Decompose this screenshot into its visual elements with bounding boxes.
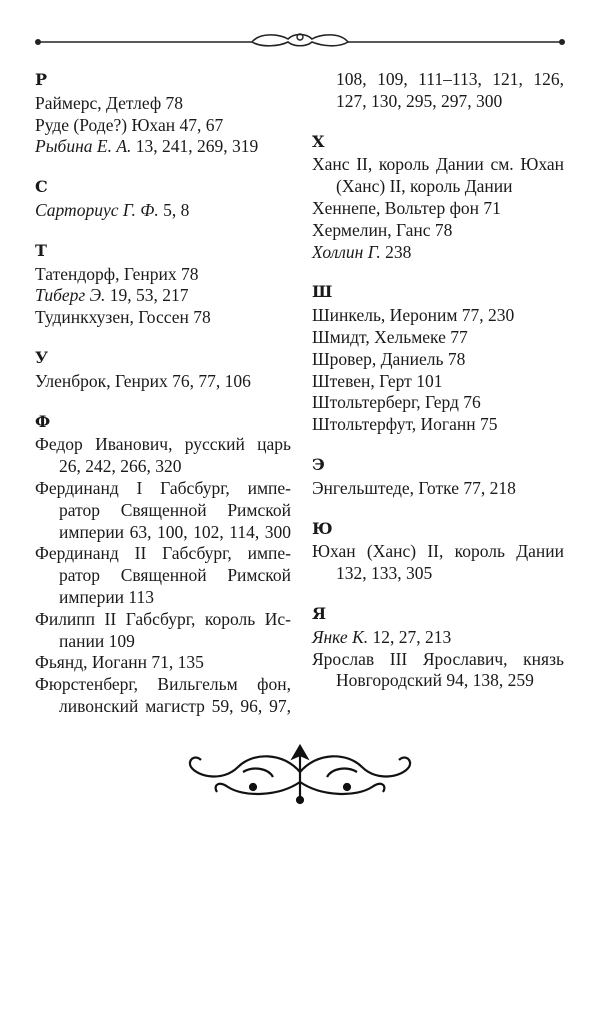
index-section [35,176,291,222]
entry-line [35,371,291,393]
entry-text: Федор Иванович, русский царь [35,434,291,455]
entry-text: 26, 242, 266, 320 [59,456,182,477]
section-letter: С [35,177,48,197]
entry-text: Раймерс, Детлеф 78 [35,92,184,113]
entry-line [35,307,291,329]
entry-author-name: Рыбина Е. А. [35,136,132,157]
entry-text: Шровер, Даниель 78 [312,348,466,369]
index-entry [312,371,564,393]
entry-text: империи 113 [59,586,155,607]
index-column-left [35,69,291,736]
entry-line [35,93,291,115]
index-entry [312,478,564,500]
entry-line [35,565,291,587]
entry-line [35,434,291,456]
entry-line [35,631,291,653]
entry-text: 12, 27, 213 [368,626,452,647]
entry-text: 5, 8 [158,199,190,220]
entry-text: Штевен, Герт 101 [312,370,443,391]
entry-text: Ярослав III Ярославич, князь [312,648,564,669]
index-entry [35,674,291,718]
entry-text: Юхан (Ханс) II, король Дании [312,541,564,562]
entry-line [35,115,291,137]
index-entry [35,264,291,286]
entry-text: Фюрстенберг, Вильгельм фон, [35,674,291,695]
index-entry [35,543,291,608]
entry-line [35,478,291,500]
entry-text: Татендорф, Генрих 78 [35,263,199,284]
entry-text: Штольтерфут, Иоганн 75 [312,414,498,435]
index-entry [35,609,291,653]
entry-line [35,609,291,631]
entry-author-name: Тиберг Э. [35,285,106,306]
entry-text: 13, 241, 269, 319 [131,136,259,157]
entry-line [35,264,291,286]
entry-line [312,392,564,414]
entry-text: Хермелин, Ганс 78 [312,219,453,240]
entry-line [312,349,564,371]
section-letter: Ю [312,518,333,538]
entry-line [35,522,291,544]
entry-text: Фердинанд II Габсбург, импе- [35,543,291,564]
section-letter: У [35,347,48,367]
index-entry [35,478,291,543]
entry-author-name: Холлин Г. [312,241,381,262]
entry-line [312,305,564,327]
index-entry [312,220,564,242]
entry-line [35,285,291,307]
entry-line [312,198,564,220]
index-section [312,518,564,585]
index-column-right [312,69,564,710]
index-entry [35,307,291,329]
entry-text: Шинкель, Иероним 77, 230 [312,305,515,326]
index-entry [312,69,564,113]
section-letter: Ш [312,282,333,302]
entry-line [312,541,564,563]
entry-line [312,627,564,649]
index-section [35,240,291,329]
entry-text: Уленброк, Генрих 76, 77, 106 [35,370,251,391]
entry-text: 108, 109, 111–113, 121, 126, [336,69,564,89]
entry-text: пании 109 [59,630,135,651]
index-entry [35,371,291,393]
entry-text: Энгельштеде, Готке 77, 218 [312,477,516,498]
entry-text: 238 [380,241,412,262]
entry-line [35,500,291,522]
entry-text: Фьянд, Иоганн 71, 135 [35,652,204,673]
entry-line [35,674,291,696]
section-letter: Р [35,70,48,89]
entry-line [312,563,564,585]
entry-text: Фердинанд I Габсбург, импе- [35,477,291,498]
index-entry [35,136,291,158]
index-entry [312,649,564,693]
entry-text: Шмидт, Хельмеке 77 [312,326,468,347]
index-section [35,347,291,393]
entry-line [35,652,291,674]
entry-text: Хеннепе, Вольтер фон 71 [312,197,501,218]
entry-text: 132, 133, 305 [336,563,433,584]
entry-text: ратор Священной Римской [59,565,291,586]
entry-line [312,154,564,176]
entry-line [35,200,291,222]
entry-text: Штольтерберг, Герд 76 [312,392,481,413]
index-entry [312,305,564,327]
entry-line [312,649,564,671]
index-entry [312,198,564,220]
entry-line [312,91,564,113]
index-entry [35,285,291,307]
index-entry [35,93,291,115]
entry-text: Ханс II, король Дании см. Юхан [312,154,564,175]
entry-line [312,414,564,436]
entry-line [312,670,564,692]
index-entry [312,327,564,349]
entry-line [312,176,564,198]
index-entry [35,434,291,478]
entry-line [312,327,564,349]
entry-line [35,696,291,718]
header-rule-ornament [30,30,570,60]
entry-line [312,478,564,500]
index-entry [312,627,564,649]
section-letter: Х [312,131,325,151]
index-section [35,411,291,718]
index-entry [35,652,291,674]
section-letter: Я [312,603,327,623]
entry-line [312,371,564,393]
index-section [35,69,291,158]
index-entry [312,392,564,414]
entry-text: Новгородский 94, 138, 259 [336,670,534,691]
index-entry [312,242,564,264]
index-entry [35,200,291,222]
index-section [312,454,564,500]
entry-text: Руде (Роде?) Юхан 47, 67 [35,114,224,135]
index-entry [312,154,564,198]
entry-line [312,220,564,242]
entry-line [35,136,291,158]
entry-line [312,242,564,264]
section-letter: Ф [35,411,51,431]
entry-line [312,69,564,91]
index-section [312,131,564,264]
entry-text: Тудинкхузен, Госсен 78 [35,307,211,328]
entry-author-name: Янке К. [312,626,369,647]
index-entry [312,349,564,371]
entry-line [35,587,291,609]
index-section [312,603,564,692]
entry-line [35,543,291,565]
entry-text: 127, 130, 295, 297, 300 [336,90,503,111]
entry-line [35,456,291,478]
entry-text: Филипп II Габсбург, король Ис- [35,608,291,629]
entry-text: 19, 53, 217 [105,285,189,306]
entry-text: ратор Священной Римской [59,499,291,520]
section-letter: Т [35,240,47,260]
entry-author-name: Сарториус Г. Ф. [35,199,159,220]
footer-flourish-ornament [183,742,417,808]
index-section [312,281,564,436]
entry-text: империи 63, 100, 102, 114, 300 [59,521,291,542]
index-entry [312,541,564,585]
entry-text: (Ханс) II, король Дании [336,176,513,197]
index-section [312,69,564,113]
index-entry [35,115,291,137]
entry-text: ливонский магистр 59, 96, 97, [59,695,291,716]
section-letter: Э [312,454,325,474]
index-entry [312,414,564,436]
